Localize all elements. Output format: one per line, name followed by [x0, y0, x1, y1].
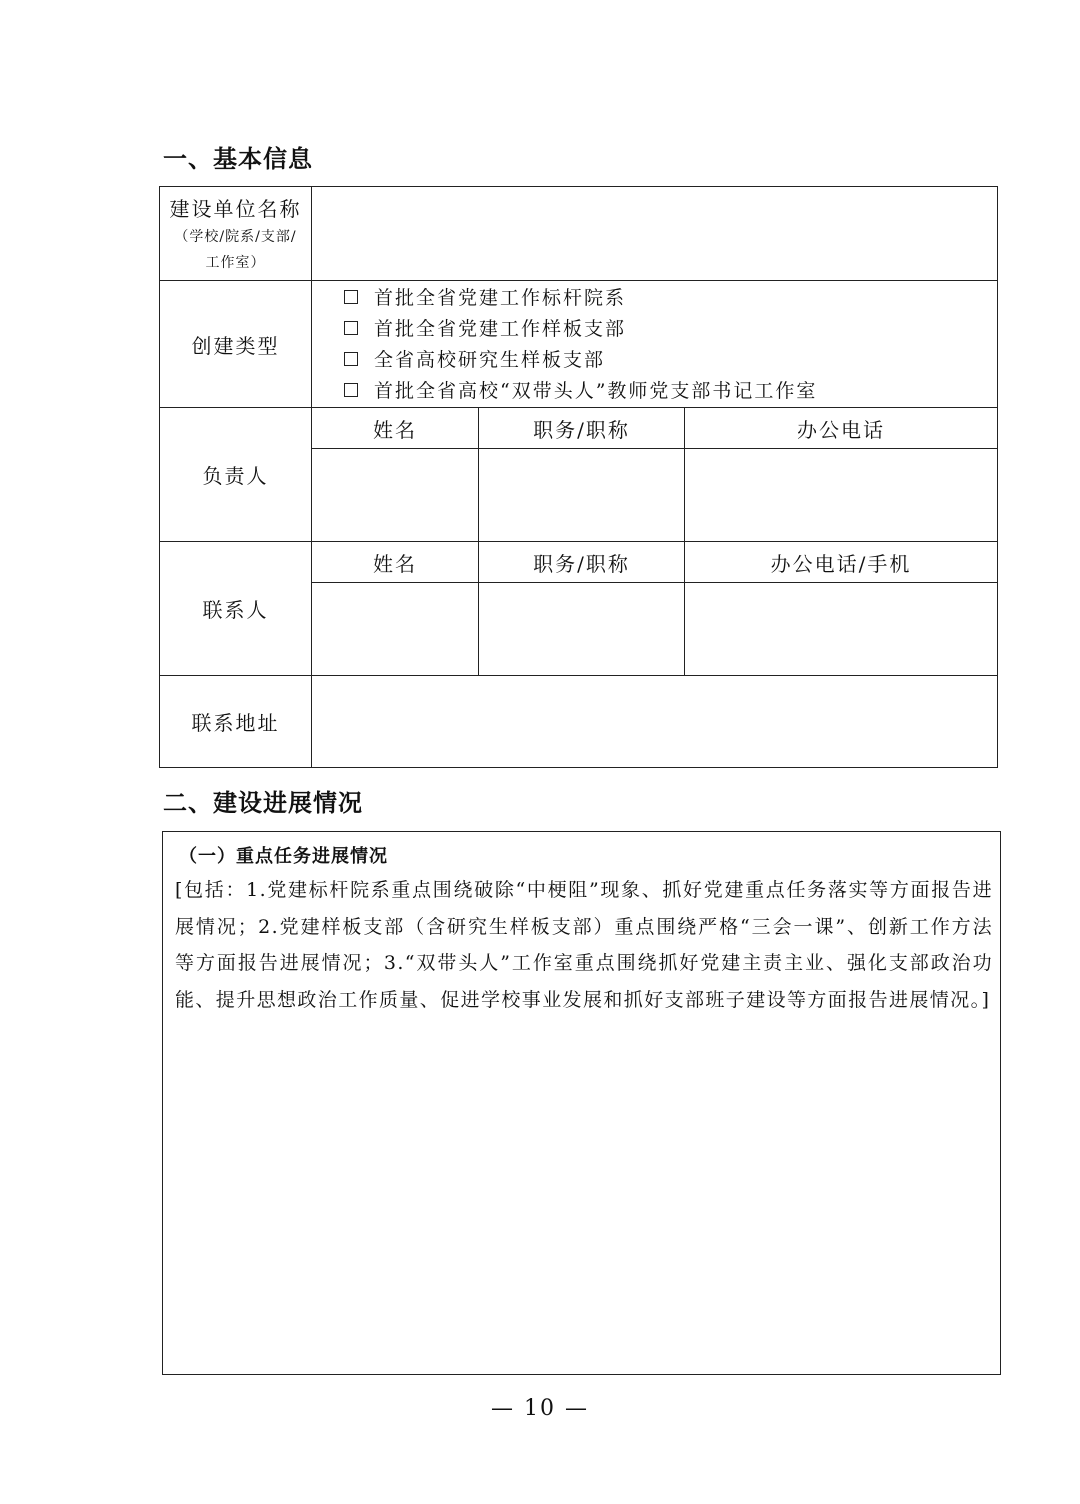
contact-col-title: 职务/职称: [479, 542, 685, 583]
checkbox-icon[interactable]: [344, 321, 358, 335]
unit-row: [160, 187, 998, 281]
contact-col-phone: 办公电话/手机: [685, 542, 998, 583]
basic-info-table: [159, 186, 998, 768]
checkbox-icon[interactable]: [344, 352, 358, 366]
leader-phone-field[interactable]: [685, 449, 998, 542]
leader-header-row: [160, 408, 998, 449]
leader-col-phone: 办公电话: [685, 408, 998, 449]
type-option-2[interactable]: [344, 314, 997, 345]
type-option-label: 首批全省党建工作标杆院系: [374, 287, 627, 309]
contact-header-row: [160, 542, 998, 583]
address-row: [160, 676, 998, 768]
progress-box[interactable]: [162, 831, 1001, 1375]
contact-title-field[interactable]: [479, 583, 685, 676]
contact-label: 联系人: [160, 542, 312, 676]
section-title-progress: 二、建设进展情况: [163, 789, 363, 817]
unit-label: 建设单位名称: [169, 196, 302, 221]
type-label: 创建类型: [160, 281, 312, 408]
checkbox-icon[interactable]: [344, 383, 358, 397]
unit-input-cell[interactable]: [312, 187, 998, 281]
contact-phone-field[interactable]: [685, 583, 998, 676]
leader-title-field[interactable]: [479, 449, 685, 542]
type-option-label: 全省高校研究生样板支部: [374, 349, 606, 371]
type-option-1[interactable]: [344, 283, 997, 314]
leader-col-name: 姓名: [312, 408, 479, 449]
leader-name-field[interactable]: [312, 449, 479, 542]
type-row: [160, 281, 998, 408]
progress-subtitle: （一）重点任务进展情况: [179, 846, 388, 867]
type-option-3[interactable]: [344, 345, 997, 376]
contact-col-name: 姓名: [312, 542, 479, 583]
address-label: 联系地址: [160, 676, 312, 768]
address-field[interactable]: [312, 676, 998, 768]
unit-label-sub2: 工作室）: [205, 254, 266, 271]
page-number: — 10 —: [491, 1396, 589, 1421]
unit-label-cell: [160, 187, 312, 281]
type-option-label: 首批全省高校“双带头人”教师党支部书记工作室: [374, 380, 818, 402]
type-option-label: 首批全省党建工作样板支部: [374, 318, 627, 340]
progress-description: [包括：1.党建标杆院系重点围绕破除“中梗阻”现象、抓好党建重点任务落实等方面报告进展情况；2.党建样板支部（含研究生样板支部）重点围绕严格“三会一课”、创新工作方法等方面报告进展情况；3.“双带头人”工作室重点围绕抓好党建主责主业、强化支部政治功能、提升思想政治工作质量、促进学校事业发展和抓好支部班子建设等方面报告进展情况。]: [175, 879, 993, 1011]
leader-label: 负责人: [160, 408, 312, 542]
unit-label-sub1: （学校/院系/支部/: [174, 228, 297, 245]
leader-col-title: 职务/职称: [479, 408, 685, 449]
contact-name-field[interactable]: [312, 583, 479, 676]
checkbox-icon[interactable]: [344, 290, 358, 304]
type-option-4[interactable]: [344, 376, 997, 407]
section-title-basic-info: 一、基本信息: [163, 145, 313, 173]
type-options-cell: [312, 281, 998, 408]
